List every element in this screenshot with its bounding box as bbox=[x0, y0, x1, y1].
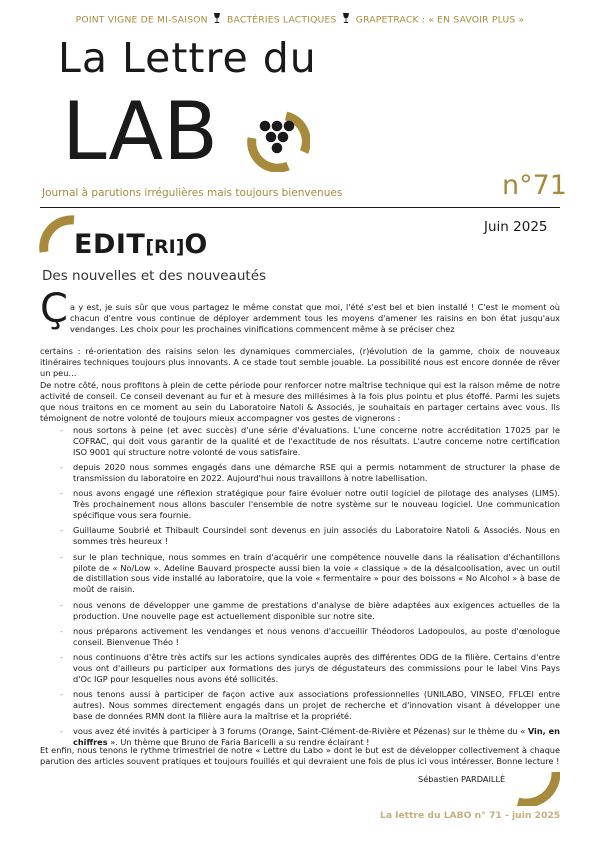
top-teaser-bar bbox=[0, 13, 600, 27]
edito-title bbox=[74, 229, 208, 260]
issue-date: Juin 2025 bbox=[484, 219, 548, 235]
page-footer: La lettre du LABO n° 71 - juin 2025 bbox=[380, 810, 561, 821]
header-divider bbox=[40, 207, 560, 208]
decorative-arc-icon bbox=[38, 214, 78, 254]
teaser-item-vigne[interactable]: POINT VIGNE DE MI-SAISON bbox=[75, 14, 208, 26]
decorative-arc-icon bbox=[514, 768, 560, 806]
list-item: - sur le plan technique, nous sommes en train d'acquérir une compétence nouvelle dans la réalisation d'échantillons pilote de « No/Low ». Adeline Bauvard prospecte aussi bien la voie « classique » de la désalcoolisation, avec un outil de distillation sous vide installé au laboratoire, que la voie « fermentaire » pour des boissons « No Alcohol » à base de moût de raisin. bbox=[60, 551, 560, 595]
list-item: - nous préparons activement les vendanges et nous venons d'accueillir Théodoros Ladopoulos, au poste d'œnologue conseil. Bienvenue Théo ! bbox=[60, 625, 560, 647]
news-list bbox=[60, 425, 560, 752]
list-item: - nous continuons d'être très actifs sur les actions syndicales auprès des différentes ODG de la filière. Certains d'entre vous ont d'ailleurs pu participer aux formations des jurys de dégustateurs des commissions pour le label Vins Pays d'Oc IGP pour lesquelles nous avons été sollicités. bbox=[60, 652, 560, 684]
drop-cap: Ç bbox=[40, 286, 68, 332]
issue-number: n°71 bbox=[502, 170, 567, 201]
closing-paragraph: Et enfin, nous tenons le rythme trimestriel de notre « Lettre du Labo » dont le but est de développer collectivement à chaque parution des articles souvent pratiques et toujours fouillés et qui devraient une fois de plus ici vous intéresser. Bonne lecture ! bbox=[40, 745, 560, 766]
wine-glass-icon bbox=[213, 13, 222, 27]
list-item: - nous venons de développer une gamme de prestations d'analyse de bière adaptées aux exigences actuelles de la production. Une nouvelle page est actuellement disponible sur notre site. bbox=[60, 599, 560, 621]
edito-subtitle: Des nouvelles et des nouveautés bbox=[42, 268, 267, 284]
masthead-title: La Lettre du bbox=[58, 34, 317, 82]
edito-title-part-b: [RI] bbox=[145, 236, 185, 258]
list-item: - nous tenons aussi à participer de façon active aux associations professionnelles (UNILABO, VINSEO, FFLŒI entre autres). Nous sommes directement engagés dans un projet de recherche et d'innovation visant à développer une base de données RMN dont la filière aura la maîtrise et la propriété. bbox=[60, 689, 560, 721]
signature: Sébastien PARDAILLÉ bbox=[418, 774, 506, 784]
wine-glass-icon bbox=[342, 13, 351, 27]
context-paragraph: De notre côté, nous profitons à plein de cette période pour renforcer notre maîtrise technique qui est la raison même de notre activité de conseil. Ce conseil devenant au fur et à mesure des millésimes à la fois plus pointu et plus étoffé. Parmi les sujets que nous traitons en ce moment au sein du Laboratoire Natoli & Associés, je souhaitais en partager certains avec vous. Ils témoignent de notre volonté de toujours mieux accompagner vos gestes de vignerons : bbox=[40, 380, 560, 423]
teaser-item-grapetrack[interactable]: GRAPETRACK : « EN SAVOIR PLUS » bbox=[355, 14, 525, 26]
intro-paragraph-continued: certains : ré-orientation des raisins selon les dynamiques commerciales, (r)évolution de la gamme, choix de nouveaux itinéraires techniques toujours plus innovants. A ce stade tout semble jouable. La possibilité nous est encore donnée de rêver un peu… bbox=[40, 346, 560, 378]
list-item: - vous avez été invités à participer à 3 forums (Orange, Saint-Clément-de-Rivière et Pézenas) sur le thème du « Vin, en chiffres ». Un thème que Bruno de Faria Baricelli a su rendre éclairant ! bbox=[60, 726, 561, 748]
list-item: - depuis 2020 nous sommes engagés dans une démarche RSE qui a permis notamment de structurer la phase de transmission du laboratoire en 2022. Aujourd'hui nous travaillons à notre labellisation. bbox=[60, 462, 560, 484]
list-item: - Guillaume Soubrié et Thibault Coursindel sont devenus en juin associés du Laboratoire Natoli & Associés. Nous en sommes très heureux ! bbox=[60, 525, 560, 547]
edito-title-part-c: O bbox=[184, 229, 208, 260]
list-item: - nous sortons à peine (et avec succès) d'une série d'évaluations. L'une concerne notre accréditation 17025 par le COFRAC, qui doit vous garantir de la qualité et de l'exactitude de nos résultats. L'autre concerne notre certification ISO 9001 qui structure notre volonté de vous satisfaire. bbox=[60, 425, 560, 457]
grape-logo-icon bbox=[246, 108, 310, 172]
list-item: - nous avons engagé une réflexion stratégique pour faire évoluer notre outil logiciel de pilotage des analyses (LIMS). Très prochainement nous allons basculer l'ensemble de notre système sur le nouveau logiciel. Une communication spécifique vous sera fournie. bbox=[60, 488, 560, 521]
tagline: Journal à parutions irrégulières mais toujours bienvenues bbox=[42, 187, 343, 199]
teaser-item-bacteries[interactable]: BACTÉRIES LACTIQUES bbox=[227, 14, 337, 26]
intro-paragraph: a y est, je suis sûr que vous partagez le même constat que moi, l'été s'est bel et bien installé ! C'est le moment où chacun d'entre vous continue de déployer ardemment tous les moyens d'amener les raisins en bon état jusqu'aux vendanges. Les choix pour les prochaines vinifications commencent même à se préciser chez bbox=[70, 302, 560, 334]
edito-title-part-a: EDIT bbox=[74, 229, 146, 260]
masthead-lab: LAB bbox=[62, 85, 219, 178]
